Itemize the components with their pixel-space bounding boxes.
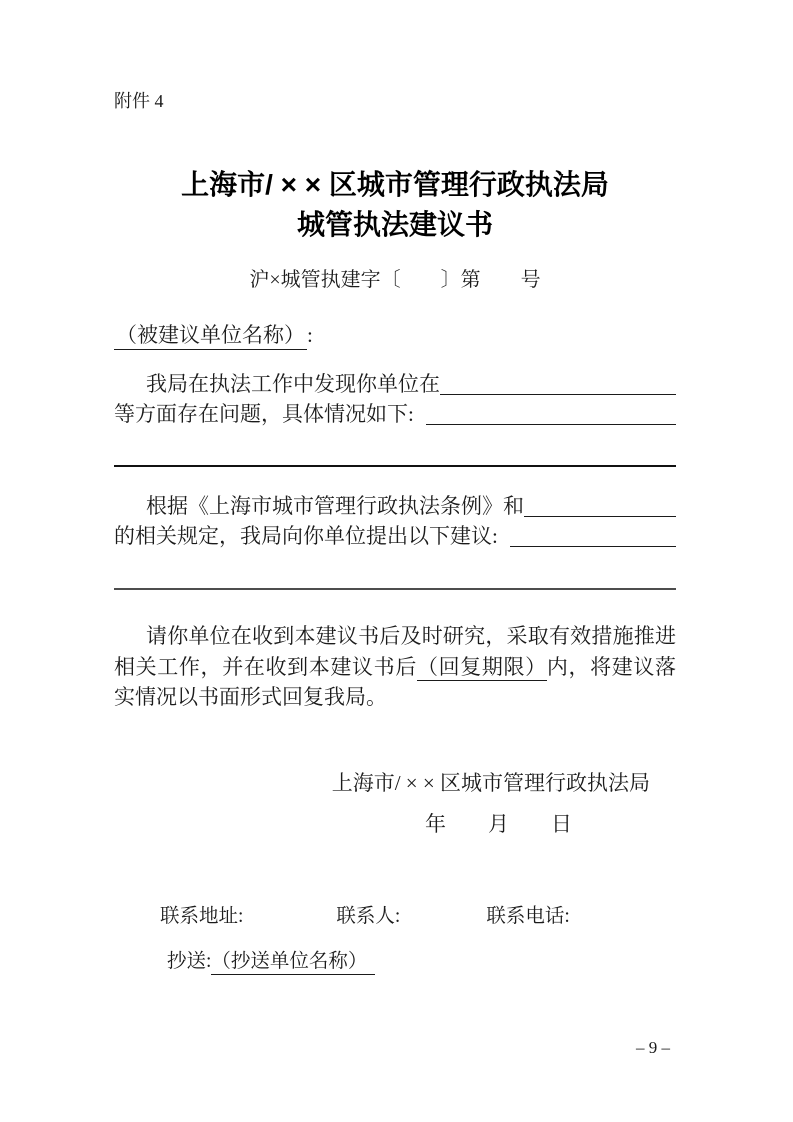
contact-info-line	[114, 903, 676, 930]
document-title	[114, 165, 676, 245]
recipient-line	[114, 320, 676, 350]
blank-writing-line-2	[114, 588, 676, 590]
blank-underline-unit	[440, 369, 676, 395]
recipient-name-blank: （被建议单位名称）	[114, 323, 307, 350]
paragraph2-line2-text: 的相关规定，我局向你单位提出以下建议:	[114, 524, 498, 548]
title-line-1: 上海市/ × × 区城市管理行政执法局	[181, 169, 609, 200]
contact-person-label: 联系人:	[336, 905, 401, 927]
document-number: 沪×城管执建字〔 〕第 号	[249, 269, 541, 291]
paragraph2-line1	[114, 491, 676, 521]
paragraph3	[114, 621, 676, 713]
copy-to-label: 抄送:	[167, 950, 212, 972]
blank-underline-suggestion	[510, 521, 676, 547]
blank-underline-details	[426, 399, 676, 425]
issuing-authority-signature: 上海市/ × × 区城市管理行政执法局	[331, 770, 650, 795]
paragraph1-line1-text: 我局在执法工作中发现你单位在	[146, 372, 440, 396]
copy-to-unit-blank: （抄送单位名称）	[211, 951, 375, 975]
attachment-label: 附件 4	[114, 91, 164, 111]
page-number: – 9 –	[636, 1038, 670, 1057]
reply-deadline-blank: （回复期限）	[416, 654, 547, 679]
title-line-2: 城管执法建议书	[296, 209, 493, 240]
contact-address-label: 联系地址:	[160, 905, 244, 927]
date-line: 年 月 日	[425, 811, 572, 836]
copy-to-line	[114, 948, 676, 976]
paragraph1-line2-text: 等方面存在问题，具体情况如下:	[114, 402, 414, 426]
paragraph2-line2	[114, 521, 676, 551]
paragraph3-text-after: 内，将建议落实情况以书面形式回复我局。	[114, 654, 677, 709]
paragraph2-line1-text: 根据《上海市城市管理行政执法条例》和	[146, 494, 524, 518]
blank-underline-regulation	[524, 491, 676, 517]
recipient-colon: :	[307, 323, 313, 347]
contact-phone-label: 联系电话:	[486, 905, 570, 927]
paragraph1-line2	[114, 399, 676, 429]
paragraph1-line1	[114, 369, 676, 399]
blank-writing-line-1	[114, 465, 676, 467]
paragraph3-text-before: 请你单位在收到本建议书后及时研究，采取有效措施推进相关工作，并在收到本建议书后	[114, 624, 676, 679]
